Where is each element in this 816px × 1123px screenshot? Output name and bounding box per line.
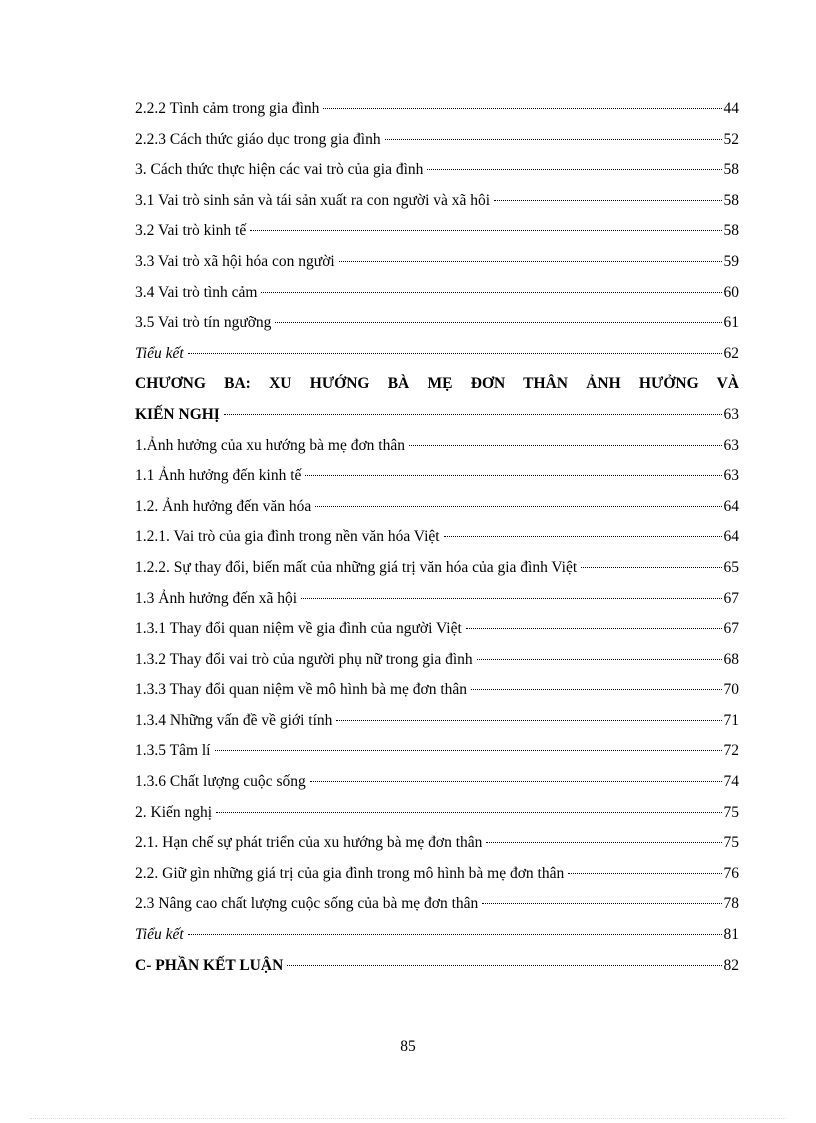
toc-entry[interactable] <box>135 614 739 645</box>
dot-leader <box>466 628 722 629</box>
toc-entry-label: 1.1 Ảnh hưởng đến kinh tế <box>135 467 302 485</box>
dot-leader <box>323 108 721 109</box>
dot-leader <box>305 475 721 476</box>
toc-entry-label: 3.5 Vai trò tín ngưỡng <box>135 314 272 332</box>
toc-entry-label: 1.2.1. Vai trò của gia đình trong nền văn hóa Việt <box>135 528 440 546</box>
toc-entry-page: 62 <box>723 344 739 362</box>
toc-entry-page: 61 <box>723 314 739 332</box>
toc-entry-page: 58 <box>723 161 739 179</box>
toc-entry-page: 70 <box>723 681 739 699</box>
toc-entry-label: 1.3.4 Những vấn đề về giới tính <box>135 711 333 729</box>
toc-entry-page: 74 <box>723 773 739 791</box>
dot-leader <box>477 659 722 660</box>
toc-entry-label: 3. Cách thức thực hiện các vai trò của gia đình <box>135 161 424 179</box>
dot-leader <box>261 292 721 293</box>
toc-entry-label: 3.2 Vai trò kinh tế <box>135 222 247 240</box>
toc-entry-label: C- PHẦN KẾT LUẬN <box>135 956 284 974</box>
toc-entry-page: 52 <box>723 130 739 148</box>
toc-entry-page: 71 <box>723 711 739 729</box>
toc-entry[interactable] <box>135 951 739 982</box>
toc-entry-page: 75 <box>723 834 739 852</box>
toc-entry-label: 1.3 Ảnh hưởng đến xã hội <box>135 589 298 607</box>
toc-entry[interactable] <box>135 675 739 706</box>
toc-entry[interactable] <box>135 889 739 920</box>
toc-entry[interactable] <box>135 431 739 462</box>
dot-leader <box>301 598 721 599</box>
toc-entry-page: 63 <box>723 436 739 454</box>
toc-entry-page: 68 <box>723 650 739 668</box>
dot-leader <box>250 230 721 231</box>
toc-entry[interactable] <box>135 767 739 798</box>
dot-leader <box>188 934 722 935</box>
toc-entry[interactable] <box>135 308 739 339</box>
toc-entry-page: 59 <box>723 252 739 270</box>
toc-entry-label: Tiểu kết <box>135 344 184 362</box>
toc-entry[interactable] <box>135 828 739 859</box>
toc-entry-label: 1.3.6 Chất lượng cuộc sống <box>135 773 306 791</box>
toc-entry-page: 65 <box>723 558 739 576</box>
toc-entry-page: 82 <box>723 956 739 974</box>
toc-entry-label: 2.2.3 Cách thức giáo dục trong gia đình <box>135 130 381 148</box>
toc-entry-page: 81 <box>723 926 739 944</box>
dot-leader <box>336 720 721 721</box>
toc-entry-label: 1.3.1 Thay đổi quan niệm về gia đình của người Việt <box>135 620 462 638</box>
dot-leader <box>568 873 721 874</box>
dot-leader <box>216 812 721 813</box>
toc-entry-page: 75 <box>723 803 739 821</box>
toc-entry-page: 63 <box>723 467 739 485</box>
page-number: 85 <box>400 1038 416 1055</box>
dot-leader <box>409 445 722 446</box>
toc-section-b <box>135 431 739 982</box>
toc-entry-page: 64 <box>723 528 739 546</box>
chapter-heading-line1: CHƯƠNG BA: XU HƯỚNG BÀ MẸ ĐƠN THÂN ẢNH HƯỞNG VÀ <box>135 375 739 393</box>
toc-entry-label: 2. Kiến nghị <box>135 803 213 821</box>
dot-leader <box>215 750 722 751</box>
toc-entry-label: 3.4 Vai trò tình cảm <box>135 283 258 301</box>
toc-entry[interactable] <box>135 553 739 584</box>
toc-entry[interactable] <box>135 247 739 278</box>
toc-entry[interactable] <box>135 492 739 523</box>
toc-entry-page: 58 <box>723 222 739 240</box>
chapter-heading-line2[interactable] <box>135 400 739 431</box>
toc-entry-label: 3.3 Vai trò xã hội hóa con người <box>135 252 335 270</box>
dot-leader <box>444 536 722 537</box>
dot-leader <box>188 353 722 354</box>
dot-leader <box>315 506 721 507</box>
toc-entry[interactable] <box>135 522 739 553</box>
dot-leader <box>427 169 721 170</box>
dot-leader <box>224 414 722 415</box>
toc-entry[interactable] <box>135 859 739 890</box>
toc-entry-label: 2.3 Nâng cao chất lượng cuộc sống của bà mẹ đơn thân <box>135 895 479 913</box>
toc-entry-label: 1.3.5 Tâm lí <box>135 742 211 760</box>
table-of-contents <box>135 94 739 981</box>
toc-entry-page: 76 <box>723 864 739 882</box>
toc-entry[interactable] <box>135 125 739 156</box>
toc-entry[interactable] <box>135 216 739 247</box>
toc-entry[interactable] <box>135 645 739 676</box>
toc-entry[interactable] <box>135 798 739 829</box>
toc-entry-label: 1.Ảnh hưởng của xu hướng bà mẹ đơn thân <box>135 436 405 454</box>
toc-entry-label: 1.3.3 Thay đổi quan niệm về mô hình bà mẹ đơn thân <box>135 681 468 699</box>
toc-entry[interactable] <box>135 278 739 309</box>
dot-leader <box>385 139 722 140</box>
toc-section-a <box>135 94 739 369</box>
toc-entry-page: 78 <box>723 895 739 913</box>
dot-leader <box>482 903 721 904</box>
toc-entry-page: 67 <box>723 620 739 638</box>
page-bottom-divider <box>30 1118 786 1119</box>
toc-entry-page: 58 <box>723 191 739 209</box>
toc-entry-page: 64 <box>723 497 739 515</box>
dot-leader <box>339 261 722 262</box>
toc-entry-label: 1.3.2 Thay đổi vai trò của người phụ nữ trong gia đình <box>135 650 473 668</box>
toc-entry-page: 44 <box>723 100 739 117</box>
toc-entry[interactable] <box>135 94 739 125</box>
toc-entry[interactable] <box>135 584 739 615</box>
toc-entry-label: 2.1. Hạn chế sự phát triển của xu hướng bà mẹ đơn thân <box>135 834 483 852</box>
toc-entry-label: 1.2.2. Sự thay đổi, biến mất của những giá trị văn hóa của gia đình Việt <box>135 558 578 576</box>
dot-leader <box>494 200 721 201</box>
toc-entry[interactable] <box>135 186 739 217</box>
toc-entry[interactable] <box>135 920 739 951</box>
toc-entry-page: 72 <box>723 742 739 760</box>
toc-entry-label: Tiểu kết <box>135 926 184 944</box>
toc-entry-label: 2.2. Giữ gìn những giá trị của gia đình trong mô hình bà mẹ đơn thân <box>135 864 565 882</box>
toc-entry[interactable] <box>135 706 739 737</box>
toc-entry-label: 2.2.2 Tình cảm trong gia đình <box>135 100 320 117</box>
dot-leader <box>275 322 721 323</box>
dot-leader <box>471 689 721 690</box>
toc-entry[interactable] <box>135 155 739 186</box>
toc-entry[interactable] <box>135 339 739 370</box>
toc-entry-page: 60 <box>723 283 739 301</box>
toc-entry-label: 1.2. Ảnh hưởng đến văn hóa <box>135 497 312 515</box>
dot-leader <box>310 781 722 782</box>
dot-leader <box>287 965 721 966</box>
dot-leader <box>486 842 721 843</box>
toc-entry[interactable] <box>135 736 739 767</box>
toc-entry-label: KIẾN NGHỊ <box>135 405 220 423</box>
dot-leader <box>581 567 721 568</box>
toc-entry-label: 3.1 Vai trò sinh sản và tái sản xuất ra con người và xã hôi <box>135 191 491 209</box>
toc-entry-page: 67 <box>723 589 739 607</box>
toc-entry-page: 63 <box>723 405 739 423</box>
toc-entry[interactable] <box>135 461 739 492</box>
